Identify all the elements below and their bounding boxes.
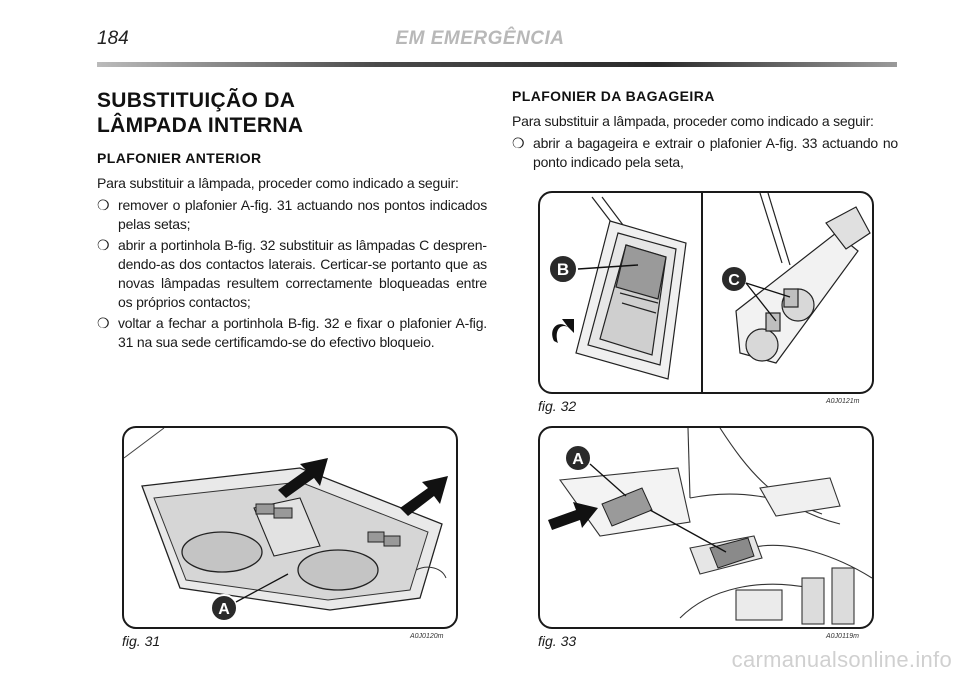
right-column: [512, 88, 898, 174]
page-number: 184: [97, 28, 129, 49]
figure-32-code: A0J0121m: [826, 398, 860, 405]
figure-32: [538, 191, 874, 394]
intro-text-right: Para substituir a lâmpada, proceder como indicado a seguir:: [512, 113, 874, 129]
subhead-front-plafonier: PLAFONIER ANTERIOR: [97, 150, 262, 166]
watermark: carmanualsonline.info: [731, 647, 952, 672]
intro-text-left: Para substituir a lâmpada, proceder como indicado a seguir:: [97, 175, 459, 191]
list-item: [97, 236, 487, 312]
list-item: [512, 134, 898, 172]
callout-a-fig31: A: [218, 601, 230, 618]
list-item-text: remover o plafonier A-fig. 31 actuando nos pontos indicados pelas setas;: [118, 197, 487, 232]
main-title-line2: LÂMPADA INTERNA: [97, 114, 304, 137]
figure-33-code: A0J0119m: [826, 633, 859, 640]
instruction-list-left: [97, 196, 487, 352]
instruction-list-right: [512, 134, 898, 172]
callout-c: C: [728, 272, 740, 289]
left-column: [97, 88, 487, 354]
main-title: [97, 88, 487, 138]
list-item-text: voltar a fechar a portinhola B-fig. 32 e fixar o plafonier A-fig. 31 na sua sede certificamdo-se do efectivo bloqueio.: [118, 315, 487, 350]
bullet-icon: ❍: [512, 135, 525, 151]
header-rule: [97, 62, 897, 67]
list-item-text: abrir a portinhola B-fig. 32 substituir as lâmpadas C desprendendo-as dos contactos laterais. Certicar-se portanto que as novas lâmpadas resultem correctamente bloqueadas entre os próprios contactos;: [118, 237, 487, 310]
figure-33-illustration: [540, 428, 872, 627]
figure-31-code: A0J0120m: [410, 633, 444, 640]
figure-32-illustration: [540, 193, 872, 392]
callout-b: B: [556, 260, 570, 279]
figure-31-illustration: [124, 428, 456, 627]
section-title: EM EMERGÊNCIA: [395, 28, 565, 49]
figure-31: [122, 426, 458, 629]
callout-a-fig33: A: [572, 451, 584, 468]
list-item: [97, 196, 487, 234]
subhead-boot-plafonier: PLAFONIER DA BAGAGEIRA: [512, 88, 715, 104]
figure-31-caption: fig. 31: [122, 633, 161, 649]
bullet-icon: ❍: [97, 237, 110, 253]
list-item-text: abrir a bagageira e extrair o plafonier A-fig. 33 actuando no ponto indicado pela seta,: [533, 135, 898, 170]
list-item: [97, 314, 487, 352]
bullet-icon: ❍: [97, 197, 110, 213]
figure-33: [538, 426, 874, 629]
main-title-line1: SUBSTITUIÇÃO DA: [97, 89, 296, 112]
bullet-icon: ❍: [97, 315, 110, 331]
figure-33-caption: fig. 33: [538, 633, 577, 649]
figure-32-caption: fig. 32: [538, 398, 577, 414]
